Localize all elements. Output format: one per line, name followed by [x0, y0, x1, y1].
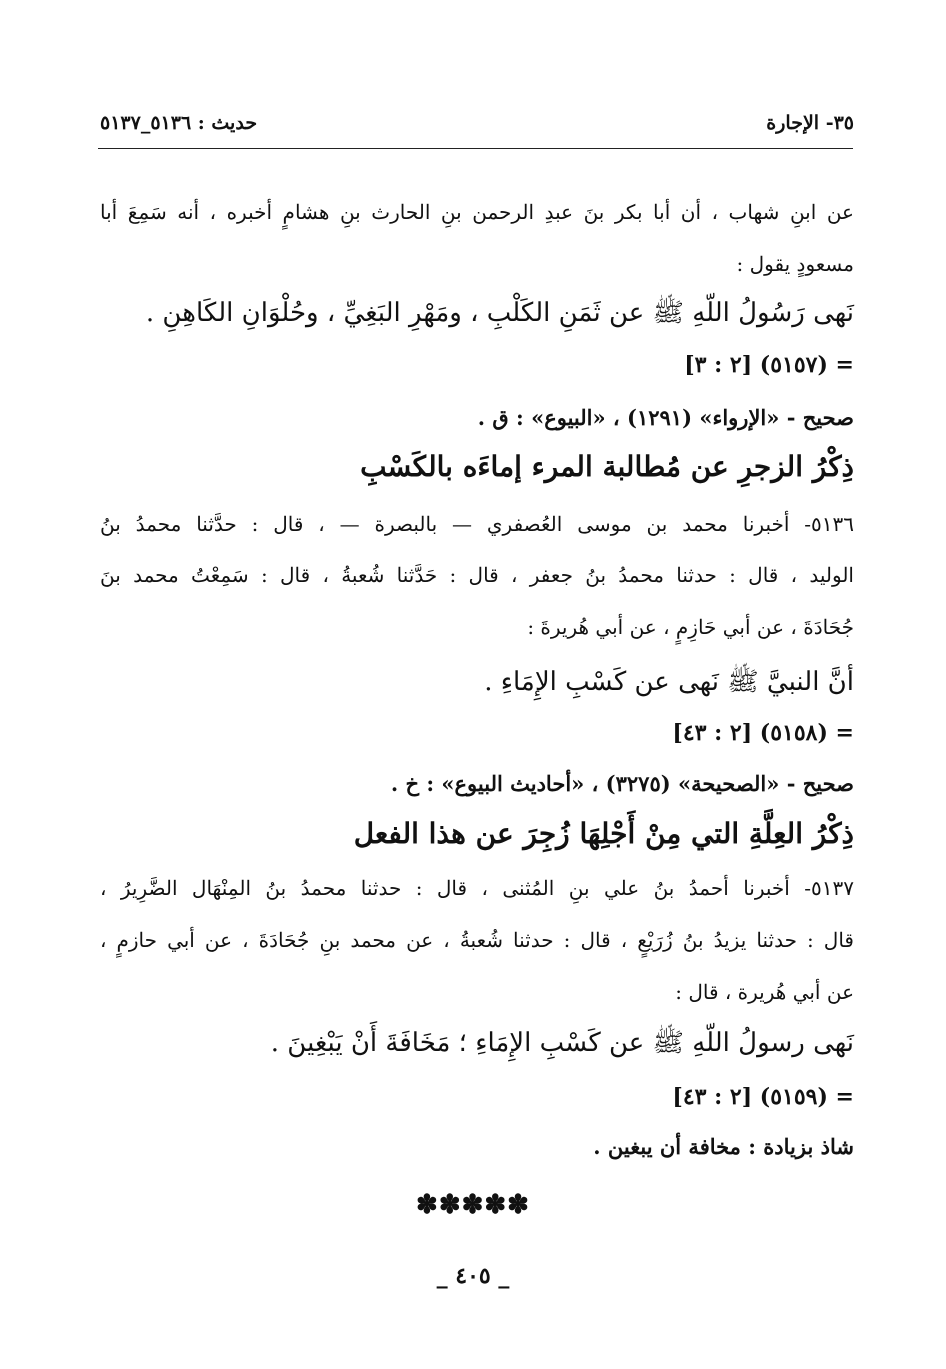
- hadith-text: أنَّ النبيَّ ﷺ نَهى عن كَسْبِ الإِمَاءِ .: [484, 667, 854, 697]
- section-heading: ذِكْرُ الزجرِ عن مُطالبة المرء إماءَه بالكَسْبِ: [360, 450, 854, 483]
- isnad-line: جُحَادَةَ ، عن أبي حَازِمٍ ، عن أبي هُريرةَ :: [527, 615, 854, 639]
- section-separator: ✽✽✽✽✽: [416, 1190, 530, 1220]
- isnad-line: ٥١٣٦- أخبرنا محمد بن موسى العُصفري — بالبصرة — ، قال : حدَّثنا محمدُ بنُ: [100, 512, 854, 536]
- hadith-range-header: حديث : ٥١٣٦_٥١٣٧: [100, 112, 258, 134]
- isnad-line: عن أبي هُريرة ، قال :: [675, 980, 854, 1004]
- isnad-line: ٥١٣٧- أخبرنا أحمدُ بنُ علي بنِ المُثنى ، قال : حدثنا محمدُ بنُ المِنْهَال الضَّرِيرُ ،: [100, 876, 854, 900]
- page-number: _ ٤٠٥ _: [436, 1263, 510, 1289]
- text-line: مسعودٍ يقول :: [736, 252, 854, 276]
- isnad-line: قال : حدثنا يزيدُ بنُ زُرَيْعٍ ، قال : حدثنا شُعبةُ ، عن محمد بنِ جُحَادَةَ ، عن أبي حازمٍ ،: [100, 928, 854, 952]
- hadith-reference: = (٥١٥٧) [٢ : ٣]: [684, 352, 854, 378]
- hadith-text: نَهى رَسُولُ اللّهِ ﷺ عن ثَمَنِ الكَلْبِ ، ومَهْرِ البَغِيِّ ، وحُلْوَانِ الكَاهِنِ .: [145, 298, 854, 328]
- hadith-text: نَهى رسولُ اللّهِ ﷺ عن كَسْبِ الإِمَاءِ ؛ مَخَافَةَ أَنْ يَبْغِينَ .: [270, 1028, 854, 1058]
- hadith-grading: صحيح - «الصحيحة» (٣٢٧٥) ، «أحاديث البيوع» : خ .: [390, 771, 854, 796]
- hadith-reference: = (٥١٥٩) [٢ : ٤٣]: [672, 1084, 854, 1110]
- header-divider: [98, 148, 853, 149]
- hadith-grading: شاذ بزيادة : مخافة أن يبغين .: [593, 1134, 854, 1159]
- isnad-line: الوليد ، قال : حدثنا محمدُ بنُ جعفر ، قال : حَدَّثنا شُعبةُ ، قال : سَمِعْتُ محمد بنَ: [100, 563, 854, 587]
- section-heading: ذِكْرُ العِلَّةِ التي مِنْ أَجْلِهَا زُجِرَ عن هذا الفعل: [353, 817, 854, 850]
- text-line: عن ابنِ شهاب ، أن أبا بكر بنَ عبدِ الرحمن بنِ الحارث بنِ هشامٍ أخبره ، أنه سَمِعَ أبا: [100, 200, 854, 224]
- chapter-header: ٣٥- الإجارة: [766, 112, 854, 134]
- hadith-reference: = (٥١٥٨) [٢ : ٤٣]: [672, 720, 854, 746]
- hadith-grading: صحيح - «الإرواء» (١٢٩١) ، «البيوع» : ق .: [477, 405, 854, 430]
